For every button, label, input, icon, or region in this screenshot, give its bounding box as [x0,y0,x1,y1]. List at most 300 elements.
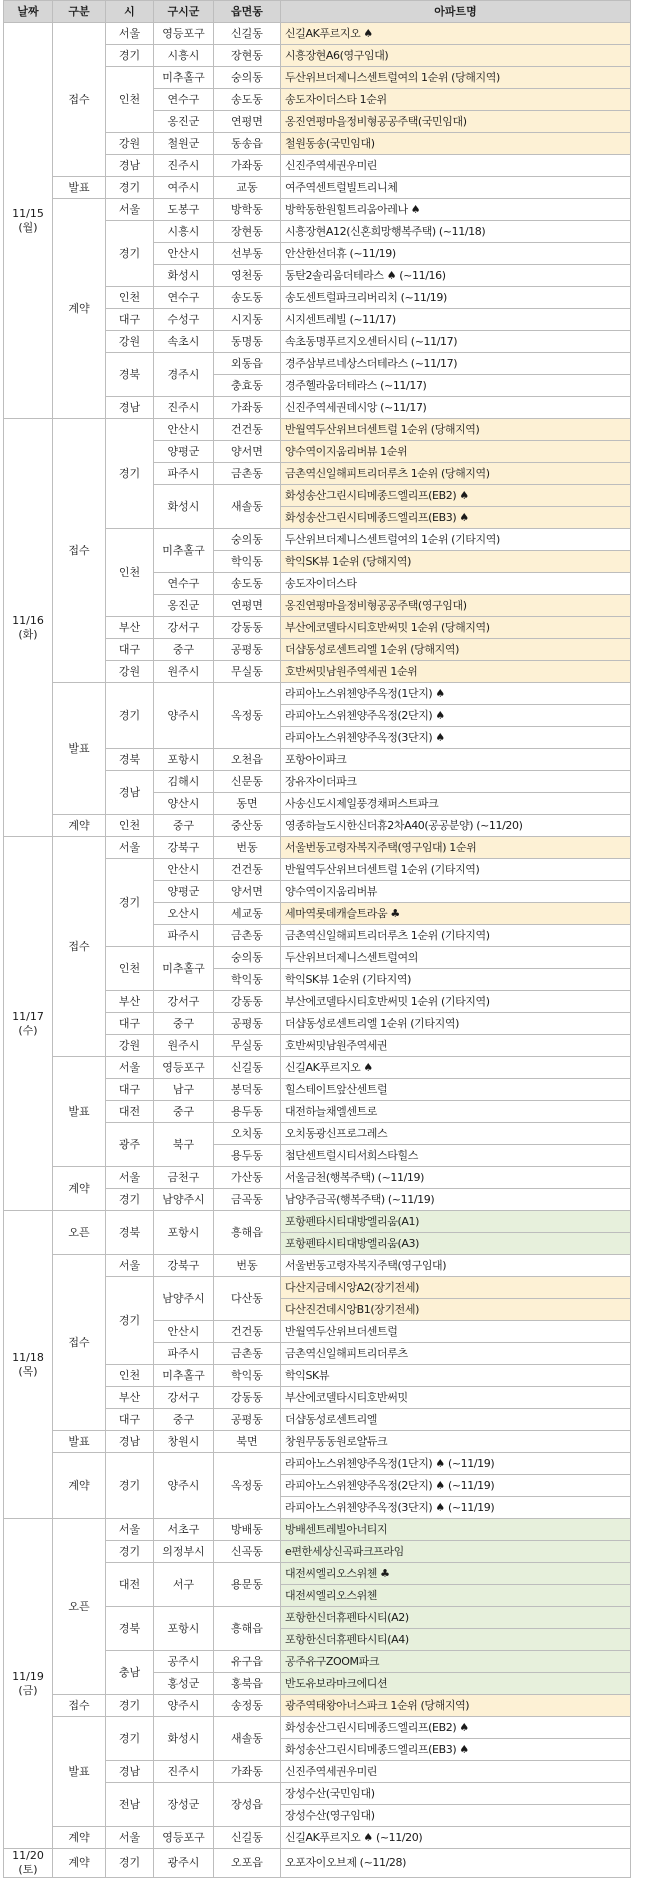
town-cell: 장성읍 [214,1783,281,1827]
district-cell: 안산시 [154,243,214,265]
town-cell: 학익동 [214,969,281,991]
town-cell: 충효동 [214,375,281,397]
province-cell: 충남 [106,1651,154,1695]
apartment-cell: 첨단센트럴시티서희스타힐스 [281,1145,631,1167]
table-row [4,815,631,837]
table-row [4,1057,631,1079]
apartment-cell: 두산위브더제니스센트럴여의 1순위 (기타지역) [281,529,631,551]
category-cell: 접수 [53,837,106,1057]
category-cell: 발표 [53,1057,106,1167]
district-cell: 연수구 [154,287,214,309]
province-cell: 경기 [106,45,154,67]
apartment-cell: 남양주금곡(행복주택) (~11/19) [281,1189,631,1211]
apartment-cell: 경주헬라움더테라스 (~11/17) [281,375,631,397]
apartment-cell: 대전씨엘리오스위첸 [281,1585,631,1607]
province-cell: 경북 [106,749,154,771]
table-row [4,683,631,705]
province-cell: 인천 [106,815,154,837]
province-cell: 경남 [106,155,154,177]
apartment-cell: 라피아노스위첸양주옥정(2단지) ♠ [281,705,631,727]
province-cell: 인천 [106,287,154,309]
district-cell: 포항시 [154,1607,214,1651]
province-cell: 경기 [106,1189,154,1211]
town-cell: 무실동 [214,1035,281,1057]
apartment-cell: 힐스테이트앞산센트럴 [281,1079,631,1101]
province-cell: 인천 [106,947,154,991]
province-cell: 서울 [106,1255,154,1277]
district-cell: 오산시 [154,903,214,925]
category-cell: 계약 [53,1827,106,1849]
date-cell: 11/17 (수) [4,837,53,1211]
town-cell: 흥해읍 [214,1211,281,1255]
town-cell: 강동동 [214,1387,281,1409]
province-cell: 경기 [106,1453,154,1519]
district-cell: 중구 [154,1409,214,1431]
table-row [4,1519,631,1541]
apartment-cell: 옹진연평마을정비형공공주택(국민임대) [281,111,631,133]
table-row [4,1827,631,1849]
province-cell: 경남 [106,1761,154,1783]
town-cell: 가좌동 [214,155,281,177]
province-cell: 경기 [106,1695,154,1717]
table-row [4,1717,631,1739]
province-cell: 경기 [106,221,154,287]
town-cell: 신길동 [214,23,281,45]
apartment-cell: 부산에코델타시티호반써밋 1순위 (기타지역) [281,991,631,1013]
town-cell: 외동읍 [214,353,281,375]
town-cell: 공평동 [214,639,281,661]
apartment-cell: 라피아노스위첸양주옥정(1단지) ♠ [281,683,631,705]
town-cell: 용두동 [214,1145,281,1167]
apartment-cell: 라피아노스위첸양주옥정(1단지) ♠ (~11/19) [281,1453,631,1475]
header-district: 구시군 [154,1,214,23]
district-cell: 속초시 [154,331,214,353]
date-cell: 11/18 (목) [4,1211,53,1519]
town-cell: 금촌동 [214,463,281,485]
province-cell: 경남 [106,771,154,815]
apartment-cell: 반월역두산위브더센트럴 1순위 (기타지역) [281,859,631,881]
district-cell: 광주시 [154,1849,214,1878]
town-cell: 용문동 [214,1563,281,1607]
province-cell: 서울 [106,1167,154,1189]
province-cell: 경기 [106,177,154,199]
district-cell: 포항시 [154,1211,214,1255]
table-row [4,23,631,45]
apartment-cell: 안산한선더휴 (~11/19) [281,243,631,265]
province-cell: 경기 [106,859,154,947]
town-cell: 강동동 [214,991,281,1013]
district-cell: 양평군 [154,881,214,903]
town-cell: 숭의동 [214,67,281,89]
apartment-cell: 송도자이더스타 [281,573,631,595]
table-row [4,419,631,441]
apartment-cell: 포항펜타시티대방엘리움(A1) [281,1211,631,1233]
district-cell: 진주시 [154,1761,214,1783]
district-cell: 영등포구 [154,1057,214,1079]
district-cell: 남양주시 [154,1189,214,1211]
town-cell: 강동동 [214,617,281,639]
category-cell: 오픈 [53,1211,106,1255]
table-row [4,1849,631,1878]
district-cell: 원주시 [154,661,214,683]
category-cell: 계약 [53,1453,106,1519]
table-row [4,1211,631,1233]
date-cell: 11/19 (금) [4,1519,53,1849]
province-cell: 경기 [106,683,154,749]
category-cell: 접수 [53,1255,106,1431]
town-cell: 번동 [214,837,281,859]
town-cell: 영천동 [214,265,281,287]
province-cell: 경기 [106,1541,154,1563]
province-cell: 서울 [106,1827,154,1849]
district-cell: 서구 [154,1563,214,1607]
apartment-cell: 신진주역세권우미린 [281,155,631,177]
apartment-cell: 다산진건데시앙B1(장기전세) [281,1299,631,1321]
category-cell: 계약 [53,199,106,419]
category-cell: 발표 [53,1717,106,1827]
town-cell: 양서면 [214,441,281,463]
apartment-cell: 금촌역신일해피트리더루츠 1순위 (기타지역) [281,925,631,947]
town-cell: 방배동 [214,1519,281,1541]
town-cell: 숭의동 [214,529,281,551]
town-cell: 신문동 [214,771,281,793]
table-row [4,177,631,199]
district-cell: 영등포구 [154,23,214,45]
town-cell: 다산동 [214,1277,281,1321]
district-cell: 화성시 [154,1717,214,1761]
apartment-cell: 학익SK뷰 1순위 (기타지역) [281,969,631,991]
apartment-cell: 화성송산그린시티메종드엘리프(EB2) ♠ [281,485,631,507]
apartment-cell: 서울번동고령자복지주택(영구임대) [281,1255,631,1277]
district-cell: 영등포구 [154,1827,214,1849]
district-cell: 공주시 [154,1651,214,1673]
apartment-cell: 라피아노스위첸양주옥정(3단지) ♠ (~11/19) [281,1497,631,1519]
province-cell: 서울 [106,199,154,221]
header-category: 구분 [53,1,106,23]
table-row [4,1167,631,1189]
table-row [4,1431,631,1453]
province-cell: 인천 [106,67,154,133]
category-cell: 발표 [53,177,106,199]
district-cell: 포항시 [154,749,214,771]
district-cell: 미추홀구 [154,67,214,89]
date-cell: 11/16 (화) [4,419,53,837]
apartment-cell: 옹진연평마을정비형공공주택(영구임대) [281,595,631,617]
apartment-cell: 포항한신더휴펜타시티(A2) [281,1607,631,1629]
district-cell: 중구 [154,815,214,837]
category-cell: 오픈 [53,1519,106,1695]
district-cell: 경주시 [154,353,214,397]
apartment-cell: 호반써밋남원주역세권 1순위 [281,661,631,683]
apartment-cell: 화성송산그린시티메종드엘리프(EB3) ♠ [281,507,631,529]
apartment-cell: 반도유보라마크에디션 [281,1673,631,1695]
town-cell: 용두동 [214,1101,281,1123]
town-cell: 옥정동 [214,683,281,749]
district-cell: 안산시 [154,419,214,441]
district-cell: 홍성군 [154,1673,214,1695]
apartment-cell: 학익SK뷰 [281,1365,631,1387]
apartment-cell: 대전씨엘리오스위첸 ♣ [281,1563,631,1585]
apartment-cell: 신길AK푸르지오 ♠ [281,1057,631,1079]
apartment-cell: 시흥장현A12(신혼희망행복주택) (~11/18) [281,221,631,243]
town-cell: 학익동 [214,1365,281,1387]
apartment-cell: 시지센트레빌 (~11/17) [281,309,631,331]
district-cell: 원주시 [154,1035,214,1057]
town-cell: 건건동 [214,859,281,881]
province-cell: 경기 [106,1717,154,1761]
apartment-cell: 서울금천(행복주택) (~11/19) [281,1167,631,1189]
district-cell: 양산시 [154,793,214,815]
province-cell: 경기 [106,419,154,529]
district-cell: 금천구 [154,1167,214,1189]
apartment-cell: 더샵동성로센트리엘 1순위 (기타지역) [281,1013,631,1035]
subscription-schedule-table [3,0,631,1878]
district-cell: 강서구 [154,991,214,1013]
district-cell: 양주시 [154,1695,214,1717]
district-cell: 화성시 [154,265,214,287]
apartment-cell: 신진주역세권데시앙 (~11/17) [281,397,631,419]
district-cell: 중구 [154,1013,214,1035]
district-cell: 도봉구 [154,199,214,221]
date-cell: 11/15 (월) [4,23,53,419]
district-cell: 미추홀구 [154,529,214,573]
table-row [4,837,631,859]
district-cell: 시흥시 [154,45,214,67]
province-cell: 대구 [106,1079,154,1101]
apartment-cell: 동탄2솔리움더테라스 ♠ (~11/16) [281,265,631,287]
district-cell: 장성군 [154,1783,214,1827]
district-cell: 김해시 [154,771,214,793]
apartment-cell: 철원동송(국민임대) [281,133,631,155]
province-cell: 대전 [106,1563,154,1607]
district-cell: 남양주시 [154,1277,214,1321]
apartment-cell: 화성송산그린시티메종드엘리프(EB2) ♠ [281,1717,631,1739]
district-cell: 강북구 [154,1255,214,1277]
apartment-cell: 신진주역세권우미린 [281,1761,631,1783]
district-cell: 파주시 [154,463,214,485]
apartment-cell: 다산지금데시앙A2(장기전세) [281,1277,631,1299]
apartment-cell: e편한세상신곡파크프라임 [281,1541,631,1563]
district-cell: 북구 [154,1123,214,1167]
district-cell: 파주시 [154,925,214,947]
town-cell: 송도동 [214,89,281,111]
province-cell: 경남 [106,397,154,419]
apartment-cell: 여주역센트럴빌트리니체 [281,177,631,199]
district-cell: 화성시 [154,485,214,529]
town-cell: 송도동 [214,287,281,309]
town-cell: 옥정동 [214,1453,281,1519]
province-cell: 대구 [106,1013,154,1035]
town-cell: 동명동 [214,331,281,353]
apartment-cell: 송도센트럴파크리버리치 (~11/19) [281,287,631,309]
category-cell: 접수 [53,1695,106,1717]
apartment-cell: 화성송산그린시티메종드엘리프(EB3) ♠ [281,1739,631,1761]
province-cell: 인천 [106,529,154,617]
apartment-cell: 부산에코델타시티호반써밋 [281,1387,631,1409]
town-cell: 가좌동 [214,1761,281,1783]
district-cell: 파주시 [154,1343,214,1365]
town-cell: 건건동 [214,419,281,441]
town-cell: 양서면 [214,881,281,903]
apartment-cell: 양수역이지움리버뷰 [281,881,631,903]
town-cell: 번동 [214,1255,281,1277]
province-cell: 대구 [106,1409,154,1431]
header-row [4,1,631,23]
province-cell: 부산 [106,617,154,639]
category-cell: 계약 [53,815,106,837]
apartment-cell: 시흥장현A6(영구임대) [281,45,631,67]
apartment-cell: 부산에코델타시티호반써밋 1순위 (당해지역) [281,617,631,639]
apartment-cell: 장성수산(영구임대) [281,1805,631,1827]
apartment-cell: 방학동한원힐트리움아레나 ♠ [281,199,631,221]
apartment-cell: 금촌역신일해피트리더루츠 [281,1343,631,1365]
district-cell: 양주시 [154,683,214,749]
province-cell: 강원 [106,661,154,683]
province-cell: 대구 [106,309,154,331]
apartment-cell: 포항한신더휴펜타시티(A4) [281,1629,631,1651]
apartment-cell: 속초동명푸르지오센터시티 (~11/17) [281,331,631,353]
apartment-cell: 사송신도시제일풍경채퍼스트파크 [281,793,631,815]
province-cell: 서울 [106,837,154,859]
town-cell: 세교동 [214,903,281,925]
province-cell: 경기 [106,1277,154,1365]
district-cell: 철원군 [154,133,214,155]
apartment-cell: 방배센트레빌아너티지 [281,1519,631,1541]
date-cell: 11/20 (토) [4,1849,53,1878]
apartment-cell: 양수역이지움리버뷰 1순위 [281,441,631,463]
apartment-cell: 두산위브더제니스센트럴여의 [281,947,631,969]
header-town: 읍면동 [214,1,281,23]
town-cell: 시지동 [214,309,281,331]
district-cell: 강북구 [154,837,214,859]
district-cell: 중구 [154,1101,214,1123]
district-cell: 연수구 [154,573,214,595]
district-cell: 미추홀구 [154,947,214,991]
apartment-cell: 금촌역신일해피트리더루츠 1순위 (당해지역) [281,463,631,485]
apartment-cell: 장성수산(국민임대) [281,1783,631,1805]
town-cell: 중산동 [214,815,281,837]
apartment-cell: 포항펜타시티대방엘리움(A3) [281,1233,631,1255]
province-cell: 서울 [106,23,154,45]
town-cell: 송정동 [214,1695,281,1717]
apartment-cell: 공주유구ZOOM파크 [281,1651,631,1673]
town-cell: 장현동 [214,221,281,243]
apartment-cell: 두산위브더제니스센트럴여의 1순위 (당해지역) [281,67,631,89]
province-cell: 경북 [106,1607,154,1651]
category-cell: 계약 [53,1167,106,1211]
district-cell: 안산시 [154,1321,214,1343]
town-cell: 공평동 [214,1013,281,1035]
province-cell: 부산 [106,1387,154,1409]
table-body [4,23,631,1878]
town-cell: 금촌동 [214,1343,281,1365]
town-cell: 오포읍 [214,1849,281,1878]
category-cell: 접수 [53,23,106,177]
town-cell: 홍북읍 [214,1673,281,1695]
table-row [4,1255,631,1277]
province-cell: 인천 [106,1365,154,1387]
apartment-cell: 반월역두산위브더센트럴 1순위 (당해지역) [281,419,631,441]
apartment-cell: 오치동광신프로그레스 [281,1123,631,1145]
province-cell: 서울 [106,1519,154,1541]
town-cell: 동송읍 [214,133,281,155]
district-cell: 옹진군 [154,595,214,617]
table-row [4,199,631,221]
table-row [4,1453,631,1475]
apartment-cell: 신길AK푸르지오 ♠ [281,23,631,45]
district-cell: 양주시 [154,1453,214,1519]
province-cell: 대전 [106,1101,154,1123]
town-cell: 연평면 [214,595,281,617]
district-cell: 옹진군 [154,111,214,133]
town-cell: 북면 [214,1431,281,1453]
province-cell: 경기 [106,1849,154,1878]
town-cell: 공평동 [214,1409,281,1431]
district-cell: 의정부시 [154,1541,214,1563]
district-cell: 남구 [154,1079,214,1101]
town-cell: 오천읍 [214,749,281,771]
apartment-cell: 학익SK뷰 1순위 (당해지역) [281,551,631,573]
province-cell: 강원 [106,133,154,155]
province-cell: 강원 [106,1035,154,1057]
province-cell: 대구 [106,639,154,661]
town-cell: 무실동 [214,661,281,683]
district-cell: 중구 [154,639,214,661]
apartment-cell: 경주삼부르네상스더테라스 (~11/17) [281,353,631,375]
district-cell: 미추홀구 [154,1365,214,1387]
apartment-cell: 세마역롯데캐슬트라움 ♣ [281,903,631,925]
town-cell: 흥해읍 [214,1607,281,1651]
town-cell: 방학동 [214,199,281,221]
town-cell: 봉덕동 [214,1079,281,1101]
apartment-cell: 포항아이파크 [281,749,631,771]
province-cell: 강원 [106,331,154,353]
town-cell: 새솔동 [214,485,281,529]
apartment-cell: 대전하늘채엘센트로 [281,1101,631,1123]
apartment-cell: 장유자이더파크 [281,771,631,793]
town-cell: 교동 [214,177,281,199]
table-row [4,1695,631,1717]
district-cell: 서초구 [154,1519,214,1541]
town-cell: 유구읍 [214,1651,281,1673]
province-cell: 서울 [106,1057,154,1079]
district-cell: 안산시 [154,859,214,881]
town-cell: 신곡동 [214,1541,281,1563]
apartment-cell: 더샵동성로센트리엘 1순위 (당해지역) [281,639,631,661]
district-cell: 강서구 [154,617,214,639]
apartment-cell: 송도자이더스타 1순위 [281,89,631,111]
header-apartment: 아파트명 [281,1,631,23]
category-cell: 발표 [53,683,106,815]
header-province: 시 [106,1,154,23]
town-cell: 금촌동 [214,925,281,947]
province-cell: 부산 [106,991,154,1013]
town-cell: 금곡동 [214,1189,281,1211]
district-cell: 수성구 [154,309,214,331]
town-cell: 연평면 [214,111,281,133]
apartment-cell: 오포자이오브제 (~11/28) [281,1849,631,1878]
district-cell: 양평군 [154,441,214,463]
province-cell: 경북 [106,1211,154,1255]
town-cell: 오치동 [214,1123,281,1145]
district-cell: 시흥시 [154,221,214,243]
district-cell: 강서구 [154,1387,214,1409]
town-cell: 장현동 [214,45,281,67]
apartment-cell: 라피아노스위첸양주옥정(2단지) ♠ (~11/19) [281,1475,631,1497]
apartment-cell: 신길AK푸르지오 ♠ (~11/20) [281,1827,631,1849]
category-cell: 접수 [53,419,106,683]
town-cell: 건건동 [214,1321,281,1343]
